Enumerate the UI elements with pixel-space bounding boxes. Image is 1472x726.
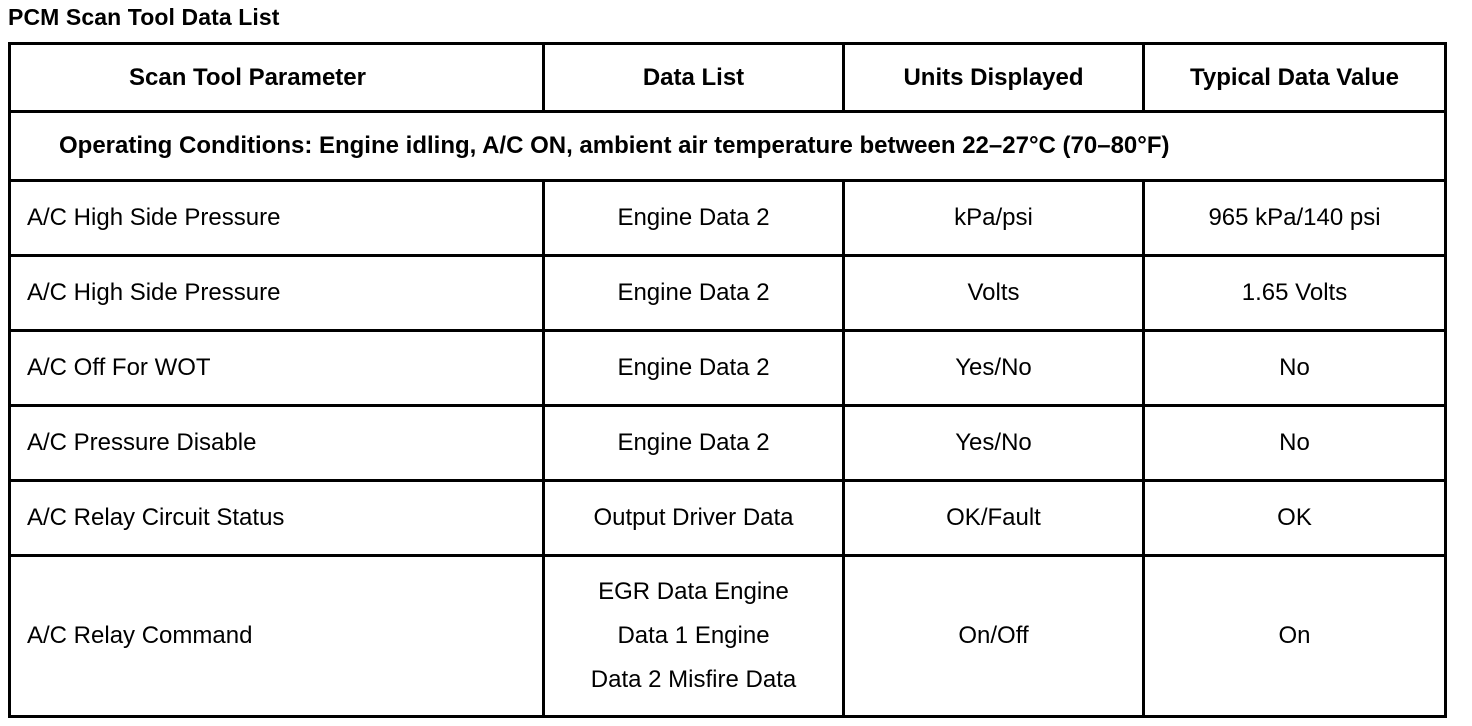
cell-data-list (544, 556, 844, 717)
table-row (10, 181, 1446, 256)
cell-units: Yes/No (844, 406, 1144, 481)
table-row (10, 556, 1446, 717)
table-row (10, 256, 1446, 331)
cell-units: On/Off (844, 556, 1144, 717)
cell-parameter: A/C High Side Pressure (10, 181, 544, 256)
cell-data-list: Engine Data 2 (544, 406, 844, 481)
cell-units: kPa/psi (844, 181, 1144, 256)
cell-typical-value: 965 kPa/140 psi (1144, 181, 1446, 256)
cell-units: OK/Fault (844, 481, 1144, 556)
scan-tool-data-table (8, 42, 1447, 718)
cell-typical-value: 1.65 Volts (1144, 256, 1446, 331)
cell-units: Yes/No (844, 331, 1144, 406)
cell-data-list: Output Driver Data (544, 481, 844, 556)
cell-data-list: Engine Data 2 (544, 181, 844, 256)
table-row (10, 406, 1446, 481)
operating-conditions-row (10, 112, 1446, 181)
header-parameter: Scan Tool Parameter (10, 44, 544, 112)
cell-units: Volts (844, 256, 1144, 331)
header-typical-value: Typical Data Value (1144, 44, 1446, 112)
cell-parameter: A/C Relay Circuit Status (10, 481, 544, 556)
cell-parameter: A/C Pressure Disable (10, 406, 544, 481)
header-units: Units Displayed (844, 44, 1144, 112)
cell-data-list-text: EGR Data Engine Data 1 Engine Data 2 Misfire Data (590, 578, 797, 693)
table-header-row (10, 44, 1446, 112)
cell-typical-value: No (1144, 331, 1446, 406)
cell-typical-value: No (1144, 406, 1446, 481)
cell-typical-value: On (1144, 556, 1446, 717)
cell-parameter: A/C Off For WOT (10, 331, 544, 406)
cell-parameter: A/C High Side Pressure (10, 256, 544, 331)
operating-conditions-text: Operating Conditions: Engine idling, A/C ON, ambient air temperature between 22–27°C (70–80°F) (10, 112, 1446, 181)
cell-data-list: Engine Data 2 (544, 331, 844, 406)
table-row (10, 331, 1446, 406)
cell-parameter: A/C Relay Command (10, 556, 544, 717)
document-title: PCM Scan Tool Data List (8, 4, 280, 30)
cell-typical-value: OK (1144, 481, 1446, 556)
table-row (10, 481, 1446, 556)
cell-data-list: Engine Data 2 (544, 256, 844, 331)
header-data-list: Data List (544, 44, 844, 112)
